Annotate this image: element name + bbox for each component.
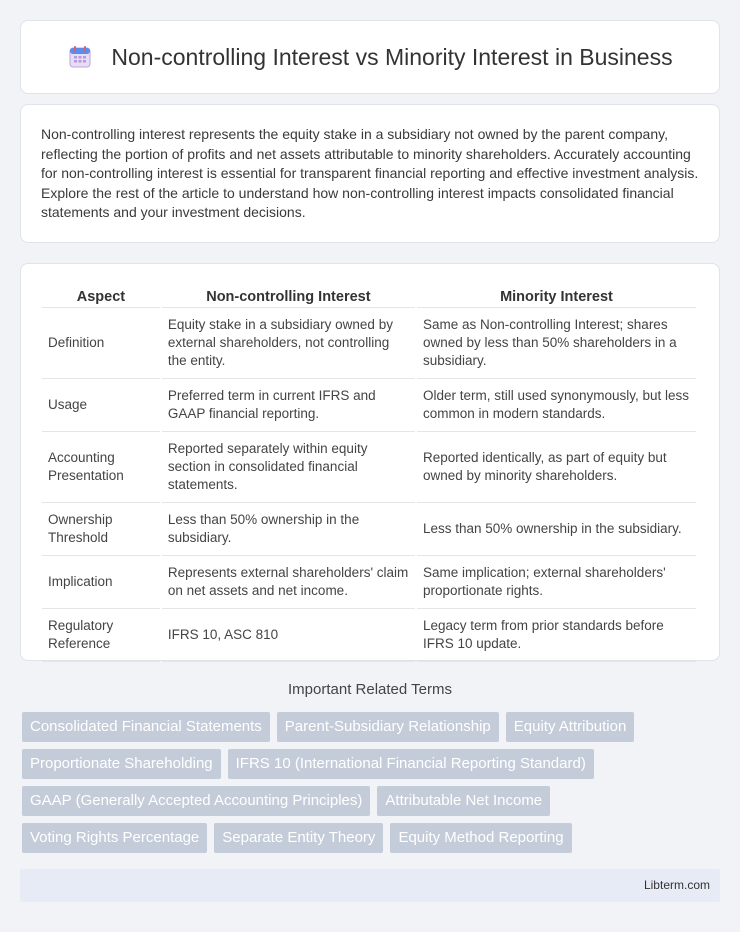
intro-card — [20, 104, 720, 243]
page-header — [20, 20, 720, 94]
row-non-controlling: Preferred term in current IFRS and GAAP financial reporting. — [162, 379, 415, 432]
row-non-controlling: Reported separately within equity section in consolidated financial statements. — [162, 432, 415, 503]
row-aspect: Definition — [42, 308, 160, 379]
related-term-tag[interactable]: IFRS 10 (International Financial Reporting Standard) — [228, 749, 594, 779]
table-row — [42, 308, 696, 379]
table-row — [42, 556, 696, 609]
related-terms-title: Important Related Terms — [288, 681, 452, 698]
row-non-controlling: Equity stake in a subsidiary owned by external shareholders, not controlling the entity. — [162, 308, 415, 379]
related-term-tag[interactable]: Attributable Net Income — [377, 786, 550, 816]
table-row — [42, 379, 696, 432]
row-minority: Same as Non-controlling Interest; shares owned by less than 50% shareholders in a subsidiary. — [417, 308, 696, 379]
table-row — [42, 609, 696, 662]
header-minority: Minority Interest — [417, 284, 696, 308]
row-minority: Legacy term from prior standards before IFRS 10 update. — [417, 609, 696, 662]
row-minority: Less than 50% ownership in the subsidiary. — [417, 503, 696, 556]
row-non-controlling: IFRS 10, ASC 810 — [162, 609, 415, 662]
table-row — [42, 432, 696, 503]
comparison-table — [40, 284, 698, 662]
related-term-tag[interactable]: Voting Rights Percentage — [22, 823, 207, 853]
related-term-tag[interactable]: Parent-Subsidiary Relationship — [277, 712, 499, 742]
header-aspect: Aspect — [42, 284, 160, 308]
row-aspect: Ownership Threshold — [42, 503, 160, 556]
row-non-controlling: Represents external shareholders' claim on net assets and net income. — [162, 556, 415, 609]
header-non-controlling: Non-controlling Interest — [162, 284, 415, 308]
calendar-icon — [67, 44, 93, 70]
table-header-row — [42, 284, 696, 308]
related-term-tag[interactable]: Proportionate Shareholding — [22, 749, 221, 779]
table-row — [42, 503, 696, 556]
row-minority: Older term, still used synonymously, but less common in modern standards. — [417, 379, 696, 432]
footer — [20, 869, 720, 902]
row-aspect: Accounting Presentation — [42, 432, 160, 503]
page-title: Non-controlling Interest vs Minority Interest in Business — [111, 43, 673, 70]
row-minority: Same implication; external shareholders' proportionate rights. — [417, 556, 696, 609]
related-term-tag[interactable]: Equity Attribution — [506, 712, 635, 742]
row-minority: Reported identically, as part of equity but owned by minority shareholders. — [417, 432, 696, 503]
row-non-controlling: Less than 50% ownership in the subsidiary. — [162, 503, 415, 556]
row-aspect: Regulatory Reference — [42, 609, 160, 662]
related-term-tag[interactable]: Equity Method Reporting — [390, 823, 571, 853]
related-term-tag[interactable]: Consolidated Financial Statements — [22, 712, 270, 742]
row-aspect: Implication — [42, 556, 160, 609]
related-terms-list — [22, 712, 722, 860]
row-aspect: Usage — [42, 379, 160, 432]
footer-brand-link[interactable]: Libterm.com — [643, 878, 710, 892]
related-term-tag[interactable]: Separate Entity Theory — [214, 823, 383, 853]
related-term-tag[interactable]: GAAP (Generally Accepted Accounting Principles) — [22, 786, 370, 816]
intro-text: Non-controlling interest represents the equity stake in a subsidiary not owned by the parent company, reflecting the portion of profits and net assets attributable to minority shareholders. Accurately accounting for non-controlling interest is essential for transparent financial reporting and effective investment analysis. Explore the rest of the article to understand how non-controlling interest impacts consolidated financial statements and your investment decisions. — [41, 126, 699, 220]
comparison-card — [20, 263, 720, 661]
